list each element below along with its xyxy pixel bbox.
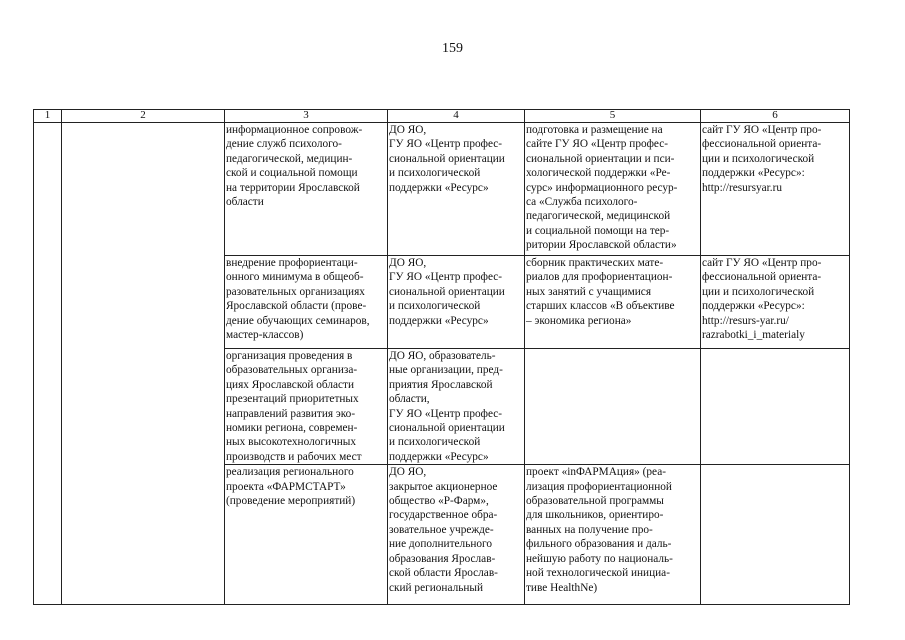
column-header: 1 [34, 110, 62, 123]
responsible-cell: ДО ЯО, ГУ ЯО «Центр профес- сиональной ориентации и психологической поддержки «Ресурс» [388, 256, 525, 349]
activity-cell: организация проведения в образовательных организа- циях Ярославской области презентаций приоритетных направлений развития эко- номики региона, современ- ных высокотехнологичных производств и рабочих мест [225, 349, 388, 465]
result-cell: сборник практических мате- риалов для профориентацион- ных занятий с учащимися старших классов «В объективе – экономика региона» [525, 256, 701, 349]
activity-cell: внедрение профориентаци- онного минимума в общеоб- разовательных организациях Ярославской области (прове- дение обучающих семинаров, мастер-классов) [225, 256, 388, 349]
table-row [34, 123, 850, 256]
column-header: 6 [701, 110, 850, 123]
activities-table [33, 109, 850, 605]
column-2-cell [62, 123, 225, 605]
page-number: 159 [442, 41, 463, 56]
column-1-cell [34, 123, 62, 605]
column-header: 3 [225, 110, 388, 123]
column-number-row [34, 110, 850, 123]
responsible-cell: ДО ЯО, ГУ ЯО «Центр профес- сиональной ориентации и психологической поддержки «Ресурс» [388, 123, 525, 256]
result-cell [525, 349, 701, 465]
result-cell: подготовка и размещение на сайте ГУ ЯО «Центр профес- сиональной ориентации и пси- хологической поддержки «Ре- сурс» информационного ресур- са «Служба психолого- педагогической, медицинской и социальной помощи на тер- ритории Ярославской области» [525, 123, 701, 256]
source-cell [701, 465, 850, 605]
responsible-cell: ДО ЯО, закрытое акционерное общество «Р-Фарм», государственное обра- зовательное учрежде- ние дополнительного образования Ярослав- ской области Ярослав- ский региональный [388, 465, 525, 605]
column-header: 4 [388, 110, 525, 123]
column-header: 5 [525, 110, 701, 123]
column-header: 2 [62, 110, 225, 123]
responsible-cell: ДО ЯО, образователь- ные организации, пред- приятия Ярославской области, ГУ ЯО «Центр профес- сиональной ориентации и психологической поддержки «Ресурс» [388, 349, 525, 465]
result-cell: проект «inФАРМАция» (реа- лизация профориентационной образовательной программы для школьников, ориентиро- ванных на получение про- фильного образования и даль- нейшую работу по националь- ной технологической инициа- тиве HealthNe) [525, 465, 701, 605]
source-cell: сайт ГУ ЯО «Центр про- фессиональной ориента- ции и психологической поддержки «Ресурс»: http://resurs-yar.ru/ razrabotki_i_materialy [701, 256, 850, 349]
source-cell: сайт ГУ ЯО «Центр про- фессиональной ориента- ции и психологической поддержки «Ресурс»: http://resursyar.ru [701, 123, 850, 256]
activity-cell: информационное сопровож- дение служб психолого- педагогической, медицин- ской и социальной помощи на территории Ярославской области [225, 123, 388, 256]
source-cell [701, 349, 850, 465]
activity-cell: реализация регионального проекта «ФАРМСТАРТ» (проведение мероприятий) [225, 465, 388, 605]
